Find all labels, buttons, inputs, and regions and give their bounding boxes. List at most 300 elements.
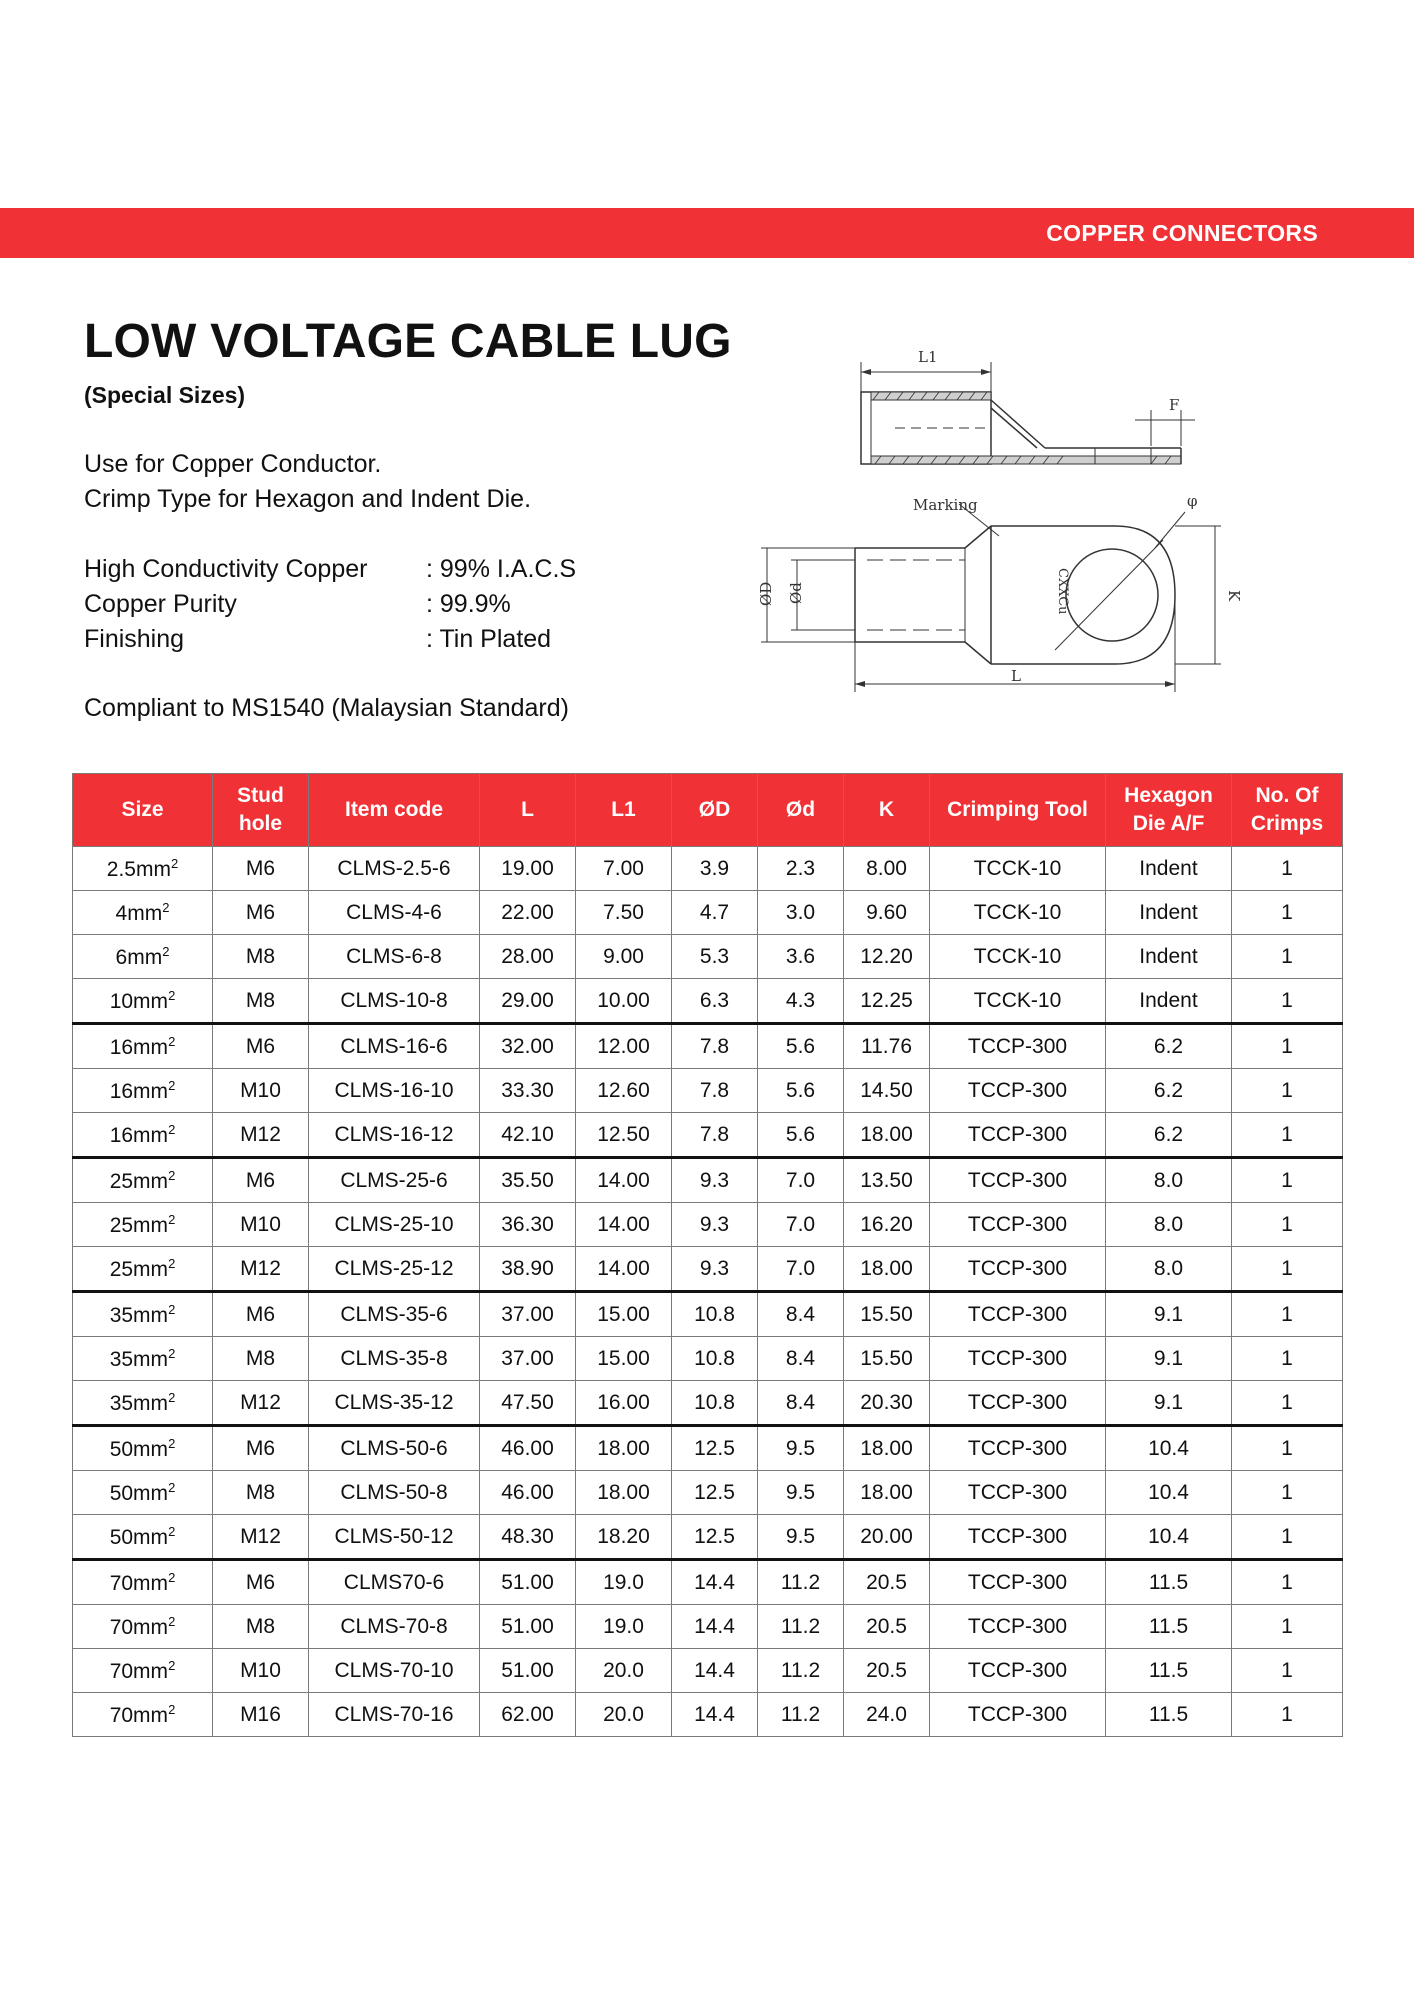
column-header-stud-hole: Stud hole [213,774,309,847]
cell-k: 8.00 [844,847,930,891]
cell-od: 3.0 [758,891,844,935]
table-row [73,1515,1343,1560]
cell-die: 8.0 [1106,1203,1232,1247]
cell-od: 12.5 [672,1426,758,1471]
cell-l: 51.00 [480,1560,576,1605]
size-unit-exponent: 2 [168,1389,176,1405]
spec-row [84,590,604,622]
cell-die: Indent [1106,891,1232,935]
column-header-item-code: Item code [309,774,480,847]
cell-stud: M6 [213,1426,309,1471]
cable-lug-spec-table [72,773,1343,1737]
spec-label: High Conductivity Copper [84,555,368,583]
cell-crimps: 1 [1232,891,1343,935]
cell-od: 7.0 [758,1203,844,1247]
cell-stud: M12 [213,1381,309,1426]
cell-code: CLMS70-6 [309,1560,480,1605]
cell-od: 5.6 [758,1024,844,1069]
cell-crimps: 1 [1232,1158,1343,1203]
cell-od: 4.7 [672,891,758,935]
cell-od: 7.8 [672,1024,758,1069]
size-unit-exponent: 2 [168,1701,176,1717]
spec-value: : 99% I.A.C.S [426,555,577,583]
cell-size [73,1247,213,1292]
cell-die: 9.1 [1106,1337,1232,1381]
dim-label-phi: φ [1187,492,1198,510]
cell-crimps: 1 [1232,1024,1343,1069]
cell-l: 19.00 [480,847,576,891]
cell-k: 18.00 [844,1426,930,1471]
cell-l1: 14.00 [576,1158,672,1203]
cell-od: 11.2 [758,1693,844,1737]
cell-k: 16.20 [844,1203,930,1247]
cell-k: 13.50 [844,1158,930,1203]
cell-tool: TCCP-300 [930,1158,1106,1203]
cell-code: CLMS-2.5-6 [309,847,480,891]
cell-l: 51.00 [480,1649,576,1693]
spec-value: : Tin Plated [426,625,552,653]
size-value: 35mm [109,1303,169,1327]
cell-l1: 9.00 [576,935,672,979]
cell-size [73,1649,213,1693]
size-value: 10mm [109,989,169,1013]
cell-od: 3.6 [758,935,844,979]
cell-k: 15.50 [844,1292,930,1337]
cell-tool: TCCP-300 [930,1560,1106,1605]
size-value: 50mm [109,1481,169,1505]
cell-code: CLMS-25-6 [309,1158,480,1203]
table-row [73,891,1343,935]
cell-size [73,1024,213,1069]
cell-stud: M6 [213,1560,309,1605]
column-header-crimping-tool: Crimping Tool [930,774,1106,847]
table-row [73,1649,1343,1693]
cell-stud: M12 [213,1515,309,1560]
cell-stud: M8 [213,1471,309,1515]
cell-l: 33.30 [480,1069,576,1113]
cell-die: 9.1 [1106,1292,1232,1337]
cell-stud: M10 [213,1069,309,1113]
size-value: 2.5mm [106,857,171,881]
cell-crimps: 1 [1232,979,1343,1024]
cell-code: CLMS-25-10 [309,1203,480,1247]
cell-od: 10.8 [672,1337,758,1381]
cell-size [73,1693,213,1737]
cell-die: 8.0 [1106,1247,1232,1292]
cell-stud: M10 [213,1203,309,1247]
cell-size [73,1158,213,1203]
size-value: 4mm [115,901,163,925]
cell-stud: M10 [213,1649,309,1693]
cell-stud: M8 [213,1337,309,1381]
cell-od: 7.8 [672,1069,758,1113]
cell-l: 28.00 [480,935,576,979]
column-header-l1: L1 [576,774,672,847]
cell-l1: 7.00 [576,847,672,891]
cell-crimps: 1 [1232,1471,1343,1515]
size-unit-exponent: 2 [168,1569,176,1585]
cell-k: 18.00 [844,1113,930,1158]
table-row [73,1158,1343,1203]
cell-od: 8.4 [758,1292,844,1337]
size-unit-exponent: 2 [168,1077,176,1093]
table-row [73,1203,1343,1247]
cell-k: 20.5 [844,1605,930,1649]
page-subtitle: (Special Sizes) [84,382,246,408]
cell-size [73,1203,213,1247]
size-unit-exponent: 2 [170,855,179,871]
cell-die: 6.2 [1106,1024,1232,1069]
cell-die: 6.2 [1106,1113,1232,1158]
cell-od: 10.8 [672,1381,758,1426]
cell-tool: TCCP-300 [930,1515,1106,1560]
cell-od: 9.5 [758,1471,844,1515]
cell-od: 9.5 [758,1515,844,1560]
dim-label-id: Ød [787,582,805,604]
table-row [73,1605,1343,1649]
description-line: Crimp Type for Hexagon and Indent Die. [84,485,532,513]
cell-l1: 12.00 [576,1024,672,1069]
cell-size [73,1337,213,1381]
cell-code: CLMS-70-16 [309,1693,480,1737]
cell-od: 9.3 [672,1203,758,1247]
cell-od: 14.4 [672,1693,758,1737]
cell-k: 24.0 [844,1693,930,1737]
cell-tool: TCCP-300 [930,1649,1106,1693]
size-value: 70mm [109,1659,169,1683]
cell-code: CLMS-50-12 [309,1515,480,1560]
compliance-note: Compliant to MS1540 (Malaysian Standard) [84,694,569,722]
cell-od: 11.2 [758,1605,844,1649]
cell-l: 37.00 [480,1292,576,1337]
cell-die: 11.5 [1106,1560,1232,1605]
cell-code: CLMS-70-10 [309,1649,480,1693]
cell-k: 12.20 [844,935,930,979]
cell-tool: TCCP-300 [930,1247,1106,1292]
cell-l: 62.00 [480,1693,576,1737]
cell-l: 47.50 [480,1381,576,1426]
size-value: 25mm [109,1257,169,1281]
spec-label: Copper Purity [84,590,237,618]
cell-l1: 7.50 [576,891,672,935]
table-row [73,1247,1343,1292]
cell-k: 9.60 [844,891,930,935]
cell-od: 6.3 [672,979,758,1024]
cell-tool: TCCK-10 [930,847,1106,891]
cell-od: 12.5 [672,1515,758,1560]
column-header-od: ØD [672,774,758,847]
cell-k: 20.5 [844,1649,930,1693]
cell-l1: 12.60 [576,1069,672,1113]
table-row [73,1113,1343,1158]
cell-od: 11.2 [758,1649,844,1693]
table-header [73,774,1343,847]
dim-label-l1: L1 [918,348,938,366]
cell-l: 35.50 [480,1158,576,1203]
table-row [73,1426,1343,1471]
cell-size [73,935,213,979]
column-header-l: L [480,774,576,847]
cell-l1: 10.00 [576,979,672,1024]
cell-od: 8.4 [758,1381,844,1426]
cell-od: 11.2 [758,1560,844,1605]
cell-size [73,1560,213,1605]
cell-size [73,1292,213,1337]
column-header-size: Size [73,774,213,847]
cell-k: 11.76 [844,1024,930,1069]
category-banner [0,208,1414,258]
cable-lug-diagram [755,340,1275,710]
cell-tool: TCCK-10 [930,935,1106,979]
cell-l1: 14.00 [576,1203,672,1247]
cell-size [73,1605,213,1649]
cell-od: 5.6 [758,1113,844,1158]
size-unit-exponent: 2 [168,1613,176,1629]
cell-crimps: 1 [1232,1247,1343,1292]
cell-tool: TCCP-300 [930,1292,1106,1337]
cell-l1: 14.00 [576,1247,672,1292]
spec-row [84,625,604,657]
cell-od: 14.4 [672,1649,758,1693]
cell-tool: TCCP-300 [930,1693,1106,1737]
table-row [73,1292,1343,1337]
description-line: Use for Copper Conductor. [84,450,382,478]
size-unit-exponent: 2 [168,1121,176,1137]
size-unit-exponent: 2 [168,1167,176,1183]
cell-size [73,891,213,935]
table-body [73,847,1343,1737]
dim-label-f: F [1169,396,1180,414]
cell-od: 8.4 [758,1337,844,1381]
cell-size [73,1381,213,1426]
size-value: 25mm [109,1169,169,1193]
table-row [73,979,1343,1024]
size-unit-exponent: 2 [168,1211,176,1227]
cell-stud: M8 [213,979,309,1024]
table-row [73,1381,1343,1426]
cell-code: CLMS-16-12 [309,1113,480,1158]
cell-l1: 15.00 [576,1292,672,1337]
column-header-k: K [844,774,930,847]
cell-crimps: 1 [1232,1292,1343,1337]
cell-k: 20.5 [844,1560,930,1605]
cell-od: 2.3 [758,847,844,891]
cell-l1: 20.0 [576,1649,672,1693]
cell-die: 11.5 [1106,1649,1232,1693]
cell-l1: 12.50 [576,1113,672,1158]
cell-stud: M8 [213,1605,309,1649]
cell-l: 48.30 [480,1515,576,1560]
cell-l1: 20.0 [576,1693,672,1737]
cell-l: 36.30 [480,1203,576,1247]
cell-od: 14.4 [672,1605,758,1649]
cell-tool: TCCP-300 [930,1069,1106,1113]
cell-die: 10.4 [1106,1515,1232,1560]
cell-die: 10.4 [1106,1471,1232,1515]
cell-tool: TCCP-300 [930,1024,1106,1069]
cell-crimps: 1 [1232,1560,1343,1605]
cell-od: 7.8 [672,1113,758,1158]
dim-label-l: L [1011,667,1021,685]
cell-l1: 18.00 [576,1471,672,1515]
cell-stud: M6 [213,847,309,891]
cell-l1: 18.00 [576,1426,672,1471]
cell-code: CLMS-25-12 [309,1247,480,1292]
cell-l1: 18.20 [576,1515,672,1560]
cell-tool: TCCP-300 [930,1426,1106,1471]
cell-crimps: 1 [1232,1605,1343,1649]
cell-stud: M12 [213,1247,309,1292]
cell-stud: M12 [213,1113,309,1158]
dim-label-k: K [1225,590,1243,602]
size-unit-exponent: 2 [168,1255,176,1271]
cell-size [73,979,213,1024]
table-row [73,1337,1343,1381]
table-row [73,1069,1343,1113]
cell-die: 8.0 [1106,1158,1232,1203]
cell-code: CLMS-35-6 [309,1292,480,1337]
cell-code: CLMS-4-6 [309,891,480,935]
cell-die: 10.4 [1106,1426,1232,1471]
cell-l: 32.00 [480,1024,576,1069]
cell-crimps: 1 [1232,1649,1343,1693]
cell-code: CLMS-70-8 [309,1605,480,1649]
table-header-row [73,774,1343,847]
cell-l: 42.10 [480,1113,576,1158]
cell-code: CLMS-16-6 [309,1024,480,1069]
spec-label: Finishing [84,625,185,653]
cell-die: Indent [1106,847,1232,891]
cell-l1: 19.0 [576,1560,672,1605]
cell-die: Indent [1106,935,1232,979]
cell-size [73,1515,213,1560]
cell-od: 12.5 [672,1471,758,1515]
size-value: 6mm [115,945,163,969]
table-row [73,847,1343,891]
cell-k: 18.00 [844,1247,930,1292]
cell-l1: 16.00 [576,1381,672,1426]
cell-crimps: 1 [1232,847,1343,891]
cell-tool: TCCP-300 [930,1203,1106,1247]
column-header-hexagon-die: Hexagon Die A/F [1106,774,1232,847]
size-unit-exponent: 2 [168,1435,176,1451]
cell-l: 22.00 [480,891,576,935]
cell-stud: M6 [213,891,309,935]
cell-od: 4.3 [758,979,844,1024]
table-row [73,935,1343,979]
cell-size [73,847,213,891]
cell-code: CLMS-50-6 [309,1426,480,1471]
cell-crimps: 1 [1232,1069,1343,1113]
cell-od: 5.3 [672,935,758,979]
cell-od: 5.6 [758,1069,844,1113]
cell-die: 11.5 [1106,1693,1232,1737]
cell-crimps: 1 [1232,1515,1343,1560]
spec-row [84,555,604,587]
cell-code: CLMS-35-12 [309,1381,480,1426]
cell-size [73,1113,213,1158]
cell-od: 3.9 [672,847,758,891]
cell-crimps: 1 [1232,935,1343,979]
cell-od: 7.0 [758,1247,844,1292]
cell-code: CLMS-35-8 [309,1337,480,1381]
page-title: LOW VOLTAGE CABLE LUG [84,315,732,368]
cell-l: 38.90 [480,1247,576,1292]
dim-label-cxxcu: CXXCu [1055,568,1070,615]
cell-od: 9.3 [672,1247,758,1292]
size-value: 16mm [109,1079,169,1103]
cell-od: 7.0 [758,1158,844,1203]
size-value: 70mm [109,1703,169,1727]
cell-tool: TCCK-10 [930,979,1106,1024]
size-unit-exponent: 2 [162,899,170,915]
cell-od: 10.8 [672,1292,758,1337]
table-row [73,1471,1343,1515]
cell-size [73,1069,213,1113]
category-label: COPPER CONNECTORS [1046,220,1318,246]
cell-die: Indent [1106,979,1232,1024]
cell-die: 11.5 [1106,1605,1232,1649]
cell-code: CLMS-6-8 [309,935,480,979]
cell-tool: TCCK-10 [930,891,1106,935]
cell-l: 51.00 [480,1605,576,1649]
cell-crimps: 1 [1232,1337,1343,1381]
cell-stud: M6 [213,1292,309,1337]
cell-tool: TCCP-300 [930,1113,1106,1158]
cell-code: CLMS-16-10 [309,1069,480,1113]
size-unit-exponent: 2 [162,943,170,959]
size-value: 70mm [109,1571,169,1595]
cell-crimps: 1 [1232,1203,1343,1247]
column-header-no-of-crimps: No. Of Crimps [1232,774,1343,847]
column-header-id: Ød [758,774,844,847]
cell-die: 9.1 [1106,1381,1232,1426]
cell-crimps: 1 [1232,1426,1343,1471]
size-value: 16mm [109,1035,169,1059]
cell-k: 18.00 [844,1471,930,1515]
cell-od: 9.5 [758,1426,844,1471]
table-row [73,1024,1343,1069]
size-unit-exponent: 2 [168,1479,176,1495]
cell-stud: M6 [213,1024,309,1069]
size-value: 50mm [109,1437,169,1461]
spec-value: : 99.9% [426,590,511,618]
size-value: 16mm [109,1123,169,1147]
cell-stud: M16 [213,1693,309,1737]
cell-crimps: 1 [1232,1381,1343,1426]
cell-l: 37.00 [480,1337,576,1381]
cell-tool: TCCP-300 [930,1381,1106,1426]
cell-l1: 15.00 [576,1337,672,1381]
table-row [73,1693,1343,1737]
dim-label-od: ØD [757,581,775,606]
cell-code: CLMS-10-8 [309,979,480,1024]
size-unit-exponent: 2 [168,1345,176,1361]
cell-stud: M8 [213,935,309,979]
cell-die: 6.2 [1106,1069,1232,1113]
size-value: 35mm [109,1391,169,1415]
cell-l: 29.00 [480,979,576,1024]
size-unit-exponent: 2 [168,1657,176,1673]
cell-code: CLMS-50-8 [309,1471,480,1515]
cell-od: 9.3 [672,1158,758,1203]
cell-k: 15.50 [844,1337,930,1381]
cell-k: 20.30 [844,1381,930,1426]
size-unit-exponent: 2 [168,1301,176,1317]
size-value: 35mm [109,1347,169,1371]
cell-crimps: 1 [1232,1113,1343,1158]
cell-od: 14.4 [672,1560,758,1605]
